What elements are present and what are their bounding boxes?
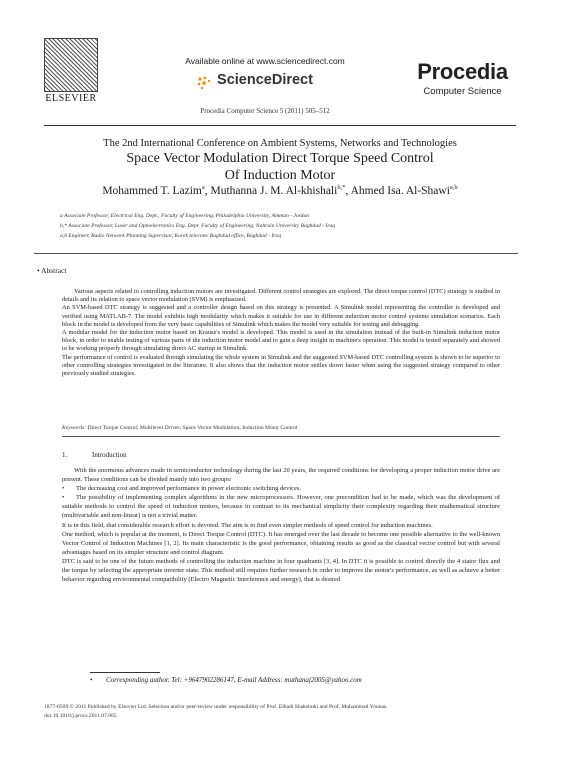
abstract-heading: • Abstract — [37, 266, 67, 275]
bullet-item: • The decreasing cost and improved performance in power electronic switching devices. — [62, 485, 302, 493]
copyright-line: 1877-0509 © 2011 Published by Elsevier Ltd. Selection and/or peer-review under responsibility of Prof. Elhadi Shakshuki and Prof. Muhammad Younas. — [44, 704, 388, 710]
doi-link[interactable]: doi:10.1016/j.procs.2011.07.065 — [44, 712, 117, 719]
affiliation-line: a,b Engineer, Radio Network Planning Supervisor, Korek telecom/ Baghdad office, Baghdad - Iraq — [60, 233, 282, 239]
section-title: Introduction — [92, 451, 127, 459]
elsevier-wordmark: ELSEVIER — [45, 93, 97, 104]
abstract-body — [62, 288, 500, 378]
header-rule — [44, 125, 516, 126]
paper-title-line2: Of Induction Motor — [224, 168, 336, 183]
body-paragraph: It is in this field, that considerable research effort is devoted. The aim is to find even simpler methods of speed control for induction machines. — [62, 521, 433, 529]
author-affil-mark: a,b — [449, 184, 458, 191]
keywords-list: Direct Torque Control; Multilevel Drives; Space Vector Modulation; Induction Motor Control — [87, 425, 298, 431]
abstract-paragraph: Various aspects related to controlling induction motors are investigated. Different control strategies are explored. The direct torque control (DTC) strategy is studied in details and its relation to space vector modulation (SVM) is emphasized. — [62, 288, 500, 304]
elsevier-logo — [44, 38, 98, 102]
bullet-icon: • — [62, 494, 65, 502]
procedia-logo — [410, 60, 515, 97]
affiliation-line: b,* Associate Professor, Laser and Optoelectronics Eng. Dept. Faculty of Engineering, Nahrain University Baghdad - Iraq — [60, 223, 336, 229]
author-affil-mark: a — [201, 184, 205, 191]
section-number: 1. — [62, 451, 68, 459]
body-paragraph: DTC is said to be one of the future methods of controlling the induction machine in four quadrants [3, 4]. In DTC it is possible to control directly the 4 stator flux and the torque by selecting the appropriate inverter state. This method still requires further research in order to improve the motor's performance, as well as achieve a better behavior regarding environmental compatibility (Electro Magnetic Interference and energy), that is desired — [62, 557, 500, 584]
paper-title — [44, 150, 516, 184]
affiliation-line: a Associate Professor, Electrical Eng. Dept., Faculty of Engineering, Philadelphia University, Amman - Jordan — [60, 213, 310, 219]
paper-title-line1: Space Vector Modulation Direct Torque Speed Control — [126, 151, 434, 166]
author-affil-mark: b,* — [337, 184, 346, 191]
conference-name: The 2nd International Conference on Ambient Systems, Networks and Technologies — [103, 138, 457, 149]
corresponding-author-footnote: • Corresponding author. Tel: +9647902286147, E-mail Address: muthanaj2005@yahoo.com — [90, 676, 362, 684]
abstract-paragraph: A modular model for the induction motor based on Krause's model is developed. This model is used in the simulation instead of the built-in Simulink induction motor block, in order to enable testing of various parts of the induction motor model and to gain a deep insight in machine's operation. This model is tested separately and showed to be working properly through simulating direct AC startup in Simulink. — [62, 329, 500, 353]
body-paragraph: One method, which is popular at the moment, is Direct Torque Control (DTC). It has emerged over the last decade to become one possible alternative to the well-known Vector Control of Induction Machines [1, 2]. Its main characteristic is the good performance, obtaining results as good as the classical vector control but with several advantages based on its simpler structure and control diagram. — [62, 530, 500, 556]
author-name: Mohammed T. Lazim — [102, 184, 202, 197]
abstract-bottom-rule — [62, 436, 500, 437]
body-paragraph: With the enormous advances made in semiconductor technology during the last 20 years, the required conditions for developing a proper induction motor drive are present. These conditions can be divided mainly into two groups: — [62, 467, 500, 484]
bullet-item: • The possibility of implementing complex algorithms in the new microprocessors. However, one precondition had to be made, which was the development of suitable methods to control the speed of induction motors, because in contrast to its mechanical simplicity their complexity regarding their mathematical structure (multivariable and non-linear) is not a trivial matter. — [62, 494, 500, 520]
bullet-icon: • — [90, 676, 93, 684]
bullet-icon: • — [62, 485, 65, 493]
available-online-text[interactable]: Available online at www.sciencedirect.com — [185, 56, 345, 66]
procedia-subtitle: Computer Science — [423, 86, 502, 97]
journal-reference: Procedia Computer Science 5 (2011) 505–512 — [200, 107, 330, 115]
abstract-paragraph: The performance of control is evaluated through simulating the whole system in Simulink and the suggested SVM-based DTC controlling system is shown to be superior to other controlling strategies investigated in the literature. It also shows that the induction motor settles down faster when using the suggested strategy compared to other previously studied strategies. — [62, 353, 500, 378]
section-heading-introduction — [62, 451, 127, 459]
affiliations — [60, 211, 500, 241]
author-list: Mohammed T. Lazim$^a$, Muthanna J. M. Al-khishali$^{b,*}$, Ahmed Isa. Al-Shawi$^{a,b}$ — [102, 184, 458, 197]
author-name: Muthanna J. M. Al-khishali — [210, 184, 338, 197]
abstract-top-rule — [34, 253, 518, 254]
procedia-title: Procedia — [417, 59, 508, 84]
keywords — [62, 425, 500, 431]
sciencedirect-logo: ScienceDirect — [217, 72, 313, 88]
author-name: Ahmed Isa. Al-Shawi — [350, 184, 450, 197]
footnote-rule — [90, 672, 160, 673]
introduction-body — [62, 466, 500, 584]
copyright-notice — [44, 703, 516, 720]
elsevier-tree-icon — [44, 38, 98, 92]
keywords-label: Keywords: — [62, 425, 87, 431]
abstract-paragraph: An SVM-based DTC strategy is suggested and a controller design based on this strategy is presented. A Simulink model representing the controller is developed and verified using MATLAB-7. The model exhibits high modularity which makes it suitable for use in different induction motor control systems simulation scenarios. Each block in the model is developed from the very basic capabilities of Simulink which makes the model very suitable for testing and debugging. — [62, 304, 500, 328]
